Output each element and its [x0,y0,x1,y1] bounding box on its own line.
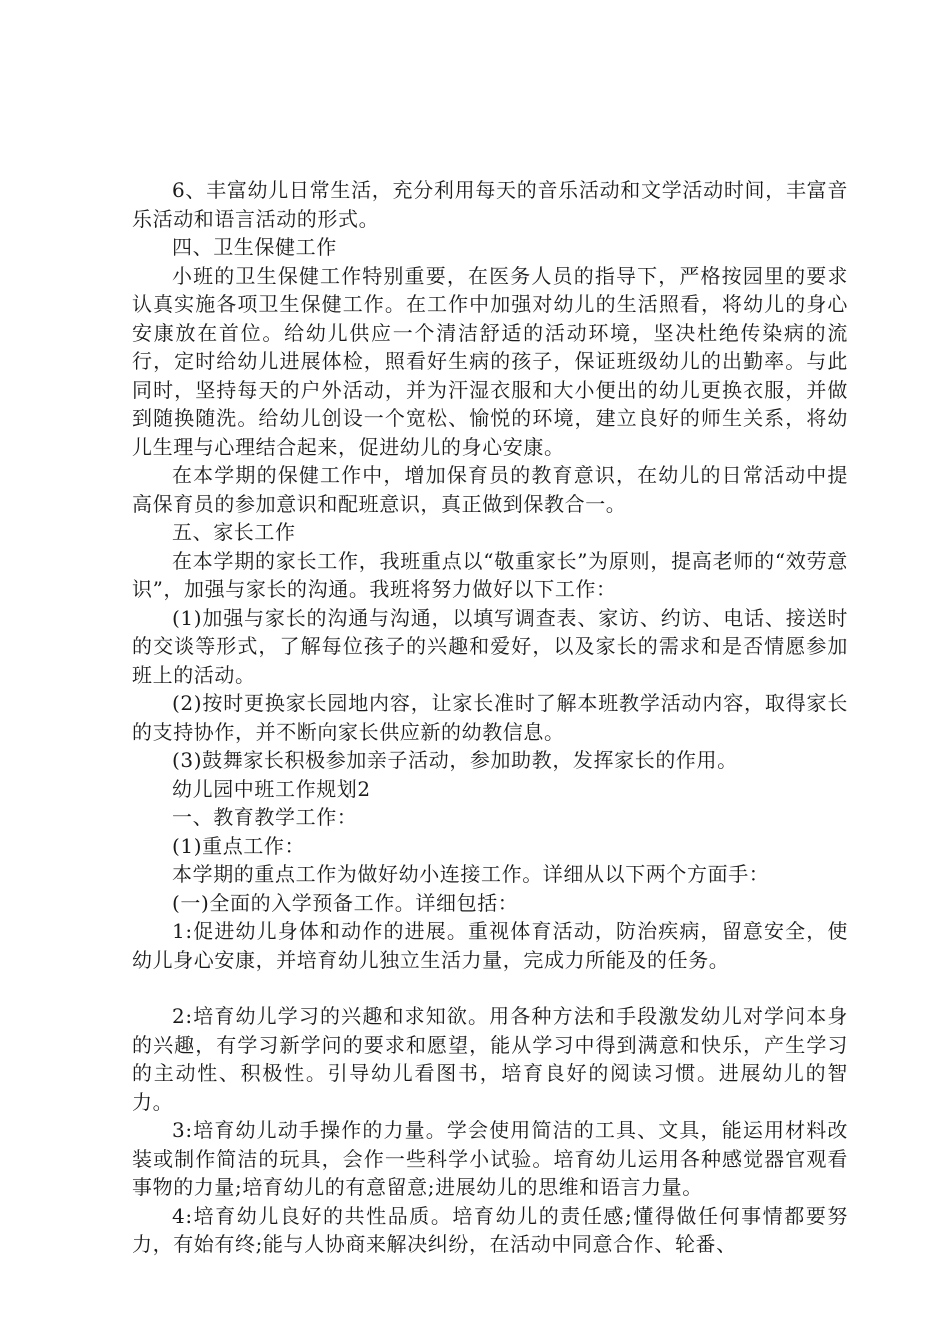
section-heading: 一、教育教学工作： [172,805,358,829]
paragraph: 本学期的重点工作为做好幼小连接工作。详细从以下两个方面手： [172,862,770,886]
section-heading: 四、卫生保健工作 [172,235,337,259]
list-item: (3)鼓舞家长积极参加亲子活动，参加助教，发挥家长的作用。 [172,748,738,772]
subsection-heading: (1)重点工作： [172,833,306,858]
list-item: 4:培育幼儿良好的共性品质。培育幼儿的责任感;懂得做任何事情都要努力，有始有终;能与人协商来解决纠纷，在活动中同意合作、轮番、 [132,1203,848,1256]
document-body [132,176,848,1259]
paragraph: 小班的卫生保健工作特别重要，在医务人员的指导下，严格按园里的要求认真实施各项卫生保健工作。在工作中加强对幼儿的生活照看，将幼儿的身心安康放在首位。给幼儿供应一个清洁舒适的活动环境，坚决杜绝传染病的流行，定时给幼儿进展体检，照看好生病的孩子，保证班级幼儿的出勤率。与此同时，坚持每天的户外活动，并为汗湿衣服和大小便出的幼儿更换衣服，并做到随换随洗。给幼儿创设一个宽松、愉悦的环境，建立良好的师生关系，将幼儿生理与心理结合起来，促进幼儿的身心安康。 [132,263,848,459]
document-title: 幼儿园中班工作规划2 [172,776,371,801]
paragraph: 在本学期的保健工作中，增加保育员的教育意识，在幼儿的日常活动中提高保育员的参加意识和配班意识，真正做到保教合一。 [132,463,848,516]
paragraph: 在本学期的家长工作，我班重点以“敬重家长”为原则，提高老师的“效劳意识”，加强与家长的沟通。我班将努力做好以下工作： [132,548,848,601]
list-item: 2:培育幼儿学习的兴趣和求知欲。用各种方法和手段激发幼儿对学问本身的兴趣，有学习新学问的要求和愿望，能从学习中得到满意和快乐，产生学习的主动性、积极性。引导幼儿看图书，培育良好的阅读习惯。进展幼儿的智力。 [132,1004,848,1114]
list-item: 1:促进幼儿身体和动作的进展。重视体育活动，防治疾病，留意安全，使幼儿身心安康，并培育幼儿独立生活力量，完成力所能及的任务。 [132,919,848,972]
list-item: (2)按时更换家长园地内容，让家长准时了解本班教学活动内容，取得家长的支持协作，并不断向家长供应新的幼教信息。 [132,691,848,744]
list-item: (1)加强与家长的沟通与沟通，以填写调查表、家访、约访、电话、接送时的交谈等形式，了解每位孩子的兴趣和爱好，以及家长的需求和是否情愿参加班上的活动。 [132,605,848,687]
section-heading: 五、家长工作 [172,520,296,544]
paragraph: 6、丰富幼儿日常生活，充分利用每天的音乐活动和文学活动时间，丰富音乐活动和语言活动的形式。 [132,178,848,231]
list-item: 3:培育幼儿动手操作的力量。学会使用简洁的工具、文具，能运用材料改装或制作简洁的玩具，会作一些科学小试验。培育幼儿运用各种感觉器官观看事物的力量;培育幼儿的有意留意;进展幼儿的思维和语言力量。 [132,1118,848,1199]
subsection-heading: (一)全面的入学预备工作。详细包括： [172,890,519,915]
